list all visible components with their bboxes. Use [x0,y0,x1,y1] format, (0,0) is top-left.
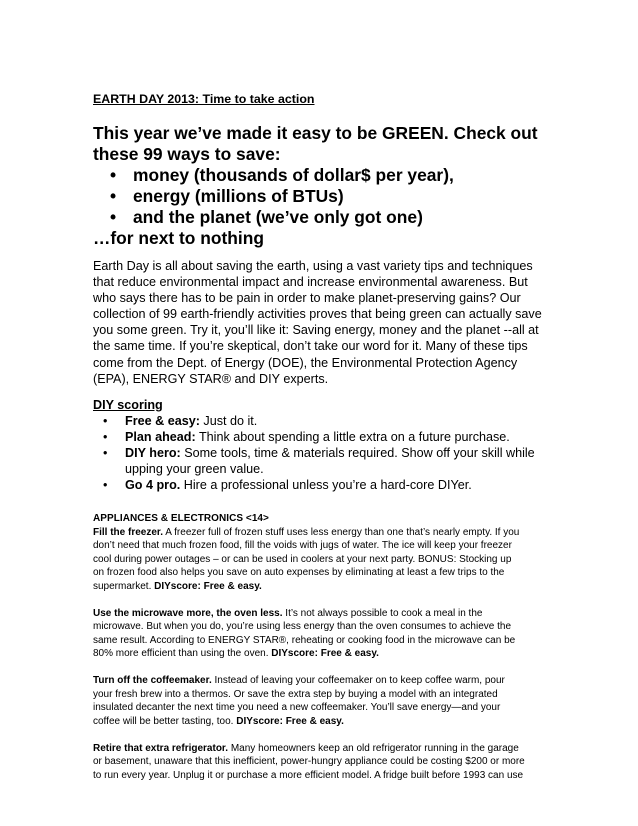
intro-line: who says there has to be pain in order to make planet-preserving gains? Our [93,291,521,306]
headline-bullet-list [93,165,553,228]
bullet-icon: • [103,413,108,428]
diy-item-go-4-pro: • Go 4 pro. Hire a professional unless you’re a hard-core DIYer. [103,478,472,493]
bullet-icon: • [110,207,117,227]
section-title-appliances: APPLIANCES & ELECTRONICS <14> [93,513,269,525]
tip-microwave: Use the microwave more, the oven less. It’s not always possible to cook a meal in the microwave. But when you do, you’re using less energy than the oven consumes to achieve the same result. According to ENERGY STAR®, reheating or cooking food in the microwave can be 80% more efficient than using the oven. DIYscore: Free & easy. [93,607,516,660]
intro-line: Earth Day is all about saving the earth, using a vast variety tips and techniques [93,259,533,273]
document-page [93,92,553,782]
tip-fill-freezer: Fill the freezer. A freezer full of frozen stuff uses less energy than one that’s nearly empty. If you don’t need that much frozen food, fill the voids with jugs of water. The ice will keep your freezer cool during power outages – or can be used in coolers at your next party. BONUS: Stocking up on frozen food also helps you save on auto expenses by eliminating at least a few trips to the supermarket. DIYscore: Free & easy. [93,526,520,592]
bullet-icon: • [110,165,117,185]
diy-item-free-easy: • Free & easy: Just do it. [103,413,258,428]
diy-scoring-list [93,413,553,493]
tip-coffeemaker: Turn off the coffeemaker. Instead of leaving your coffeemaker on to keep coffee warm, pour your fresh brew into a thermos. Or save the extra step by buying a model with an integrated insulated decanter the next time you need a new coffeemaker. You’ll save energy—and your coffee will be better tasting, too. DIYscore: Free & easy. [93,675,505,727]
headline-closing: …for next to nothing [93,228,264,248]
intro-line: that reduce environmental impact and increase environmental awareness. But [93,275,528,290]
headline [93,123,553,249]
intro-line: you some green. Try it, you’ll like it: Saving energy, money and the planet --all at [93,323,539,338]
bullet-icon: • [103,478,108,493]
intro-paragraph [93,258,553,387]
intro-line: the same time. If you’re skeptical, don’t take our word for it. Many of these tips [93,339,528,354]
bullet-icon: • [110,186,117,206]
document-title: EARTH DAY 2013: Time to take action [93,92,315,106]
diy-scoring-heading: DIY scoring [93,397,163,412]
headline-line-2: these 99 ways to save: [93,144,281,164]
headline-bullet-planet: • and the planet (we’ve only got one) [110,207,423,227]
headline-line-1: This year we’ve made it easy to be GREEN. Check out [93,123,538,143]
bullet-icon: • [103,429,108,444]
headline-bullet-energy: • energy (millions of BTUs) [110,186,344,206]
intro-line: (EPA), ENERGY STAR® and DIY experts. [93,371,329,386]
intro-line: come from the Dept. of Energy (DOE), the Environmental Protection Agency [93,355,518,370]
bullet-icon: • [103,445,108,460]
headline-bullet-money: • money (thousands of dollar$ per year), [110,165,454,185]
intro-line: collection of 99 earth-friendly activities proves that being green can actually save [93,307,542,322]
tip-extra-refrigerator: Retire that extra refrigerator. Many homeowners keep an old refrigerator running in the garage or basement, unaware that this inefficient, power-hungry appliance could be costing $200 or more to run every year. Unplug it or purchase a more efficient model. A fridge built before 1993 can use [93,742,525,781]
diy-item-diy-hero: • DIY hero: Some tools, time & materials required. Show off your skill while upping your green value. [103,445,535,477]
diy-item-plan-ahead: • Plan ahead: Think about spending a little extra on a future purchase. [103,429,510,444]
